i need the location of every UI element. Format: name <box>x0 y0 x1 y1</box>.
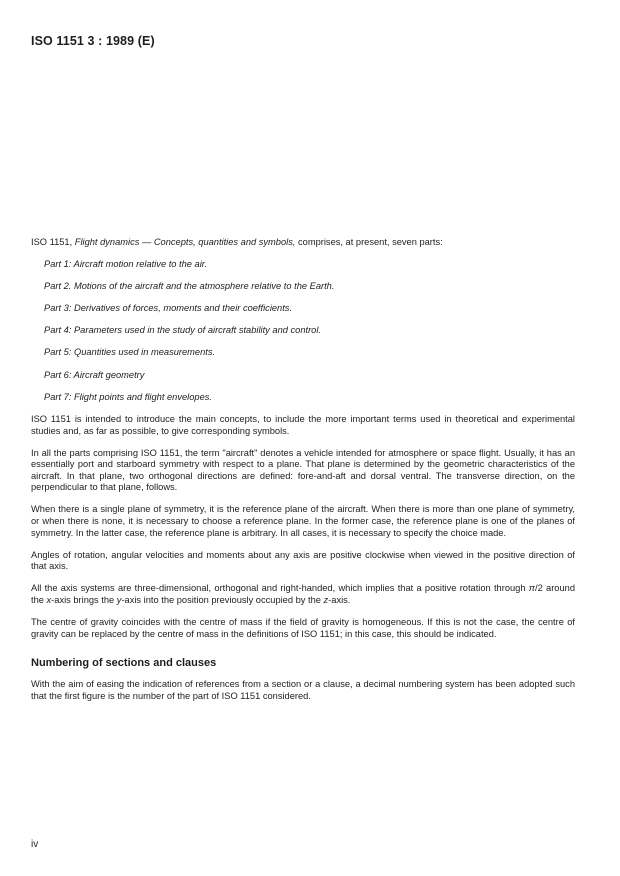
part-label: Part 5: <box>44 347 72 358</box>
part-title: Motions of the aircraft and the atmosphere relative to the Earth. <box>73 280 335 291</box>
parts-list <box>31 259 575 404</box>
numbering-paragraph: With the aim of easing the indication of references from a section or a clause, a decimal numbering system has been adopted such that the first figure is the number of the part of ISO 1151 considered. <box>31 678 575 701</box>
axis-text: All the axis systems are three-dimensional, orthogonal and right-handed, which implies that a positive rotation through <box>31 583 529 594</box>
y-symbol: y <box>116 595 122 606</box>
part-title: Parameters used in the study of aircraft stability and control. <box>73 325 321 336</box>
part-label: Part 7: <box>44 391 72 402</box>
part-title: Flight points and flight envelopes. <box>73 391 212 402</box>
part-title: Aircraft motion relative to the air. <box>73 258 208 269</box>
foreword-body <box>31 237 575 713</box>
page-number: iv <box>31 839 39 850</box>
centre-of-gravity-paragraph: The centre of gravity coincides with the centre of mass if the field of gravity is homogeneous. If this is not the case, the centre of gravity can be replaced by the centre of mass in the definitions of ISO 1151; in this case, this should be indicated. <box>31 617 575 639</box>
part-label: Part 2. <box>44 280 72 291</box>
axis-text: -axis brings the <box>51 595 117 606</box>
intro-title: Flight dynamics — Concepts, quantities and symbols, <box>74 237 296 247</box>
scope-paragraph: ISO 1151 is intended to introduce the main concepts, to include the more important terms used in theoretical and experimental studies and, as far as possible, to give corresponding symbols. <box>31 413 575 436</box>
axis-text: -axis. <box>328 595 351 606</box>
section-heading: Numbering of sections and clauses <box>31 657 217 670</box>
reference-plane-paragraph: When there is a single plane of symmetry, it is the reference plane of the aircraft. When there is more than one plane of symmetry, or when there is none, it is necessary to choose a reference plane. In the former case, the reference plane is one of the planes of symmetry. In the latter case, the reference plane is arbitrary. In all cases, it is necessary to specify the choice made. <box>31 504 575 538</box>
part-title: Quantities used in measurements. <box>73 347 216 358</box>
axis-systems-paragraph <box>31 583 575 606</box>
list-item <box>44 347 575 359</box>
list-item <box>44 303 575 315</box>
list-item <box>44 281 575 293</box>
list-item <box>44 392 575 404</box>
part-label: Part 6: <box>44 369 72 380</box>
list-item <box>44 325 575 337</box>
list-item <box>44 370 575 382</box>
list-item <box>44 259 575 271</box>
part-title: Aircraft geometry <box>73 369 145 380</box>
document-identifier: ISO 1151 3 : 1989 (E) <box>31 34 155 48</box>
rotation-sign-paragraph: Angles of rotation, angular velocities and moments about any axis are positive clockwise when viewed in the positive direction of that axis. <box>31 549 575 572</box>
aircraft-definition-paragraph: In all the parts comprising ISO 1151, the term "aircraft" denotes a vehicle intended for atmosphere or space flight. Usually, it has an essentially port and starboard symmetry with respect to a plane. That plane is determined by the geometric characteristics of the aircraft. In that plane, two orthogonal directions are defined: fore-and-aft and dorsal ventral. The transverse direction, on the perpendicular to that plane, follows. <box>31 447 575 493</box>
part-title: Derivatives of forces, moments and their coefficients. <box>73 302 293 313</box>
part-label: Part 4: <box>44 325 72 336</box>
intro-lead: ISO 1151, <box>31 237 73 247</box>
z-symbol: z <box>323 595 329 606</box>
intro-paragraph <box>31 237 575 249</box>
x-symbol: x <box>46 595 52 606</box>
intro-rest: comprises, at present, seven parts: <box>298 237 443 247</box>
axis-text: /2 around the <box>31 583 575 606</box>
pi-symbol: π <box>528 583 536 594</box>
axis-text: -axis into the position previously occupied by the <box>121 595 324 606</box>
part-label: Part 1: <box>44 258 72 269</box>
part-label: Part 3: <box>44 302 72 313</box>
